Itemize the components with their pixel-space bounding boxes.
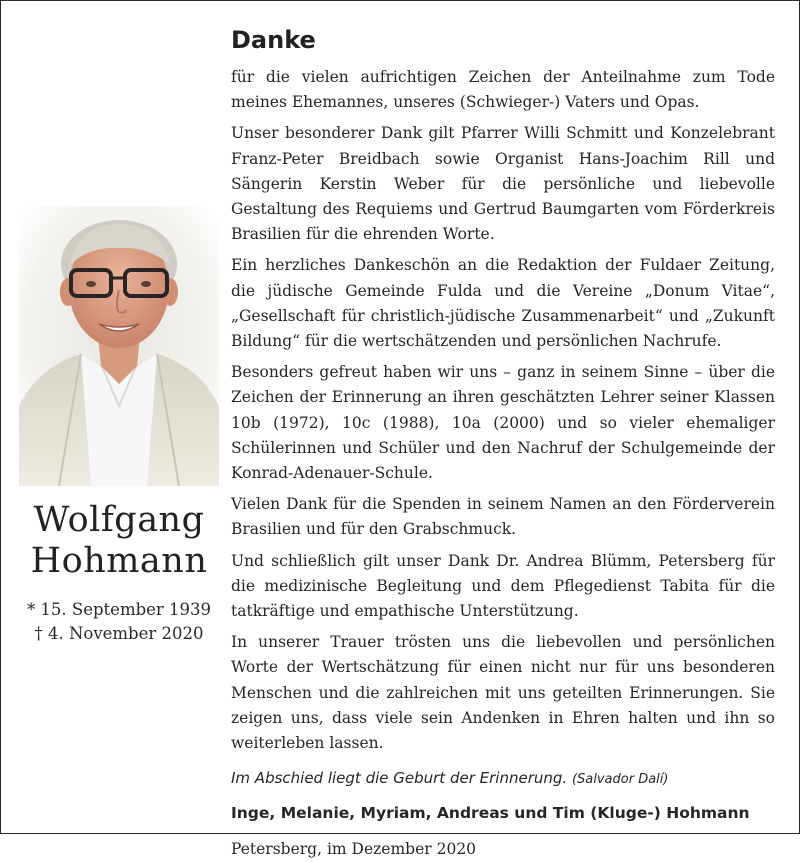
paragraph: Unser besonderer Dank gilt Pfarrer Willi Schmitt und Konzelebrant Franz-Peter Breidbach sowie Organist Hans-Joachim Rill und Sängerin Kerstin Weber für die persönliche und liebevolle Gestaltung des Requiems und Gertrud Baumgarten vom Förderkreis Brasilien für die ehrenden Worte.	[231, 124, 775, 244]
death-date: † 4. November 2020	[34, 624, 204, 643]
deceased-last-name: Hohmann	[30, 541, 208, 581]
notice-title: Danke	[231, 26, 316, 54]
deceased-first-name: Wolfgang	[33, 500, 205, 540]
paragraph: Und schließlich gilt unser Dank Dr. Andrea Blümm, Petersberg für die medizinische Begleitung und dem Pflegedienst Tabita für die tatkräftige und empathische Unterstützung.	[231, 551, 775, 621]
paragraph: für die vielen aufrichtigen Zeichen der Anteilnahme zum Tode meines Ehemannes, unseres (Schwieger-) Vaters und Opas.	[231, 68, 775, 112]
portrait-photo	[19, 206, 219, 486]
place-date: Petersberg, im Dezember 2020	[231, 840, 477, 859]
quote-text: Im Abschied liegt die Geburt der Erinnerung.	[231, 769, 568, 788]
birth-date: * 15. September 1939	[26, 600, 212, 619]
quote-author: (Salvador Dalí)	[571, 772, 669, 788]
paragraph: In unserer Trauer trösten uns die liebevollen und persönlichen Worte der Wertschätzung für einen nicht nur für uns besonderen Menschen und die zahlreichen mit uns geteilten Erinnerungen. Sie zeigen uns, dass viele sein Andenken in Ehren halten und ihn so weiterleben lassen.	[231, 633, 775, 753]
left-column	[1, 1, 223, 833]
quote	[231, 766, 775, 792]
signers: Inge, Melanie, Myriam, Andreas und Tim (Kluge-) Hohmann	[231, 804, 750, 823]
paragraph: Vielen Dank für die Spenden in seinem Namen an den Förderverein Brasilien und für den Grabschmuck.	[231, 495, 775, 539]
paragraph: Ein herzliches Dankeschön an die Redaktion der Fuldaer Zeitung, die jüdische Gemeinde Fulda und die Vereine „Donum Vitae“, „Gesellschaft für christlich-jüdische Zusammenarbeit“ und „Zukunft Bildung“ für die wertschätzenden und persönlichen Nachrufe.	[231, 256, 775, 351]
right-column	[231, 23, 775, 862]
paragraph: Besonders gefreut haben wir uns – ganz in seinem Sinne – über die Zeichen der Erinnerung an ihren geschätzten Lehrer seiner Klassen 10b (1972), 10c (1988), 10a (2000) und so vieler ehemaliger Schülerinnen und Schüler und den Nachruf der Schulgemeinde der Konrad-Adenauer-Schule.	[231, 363, 775, 483]
